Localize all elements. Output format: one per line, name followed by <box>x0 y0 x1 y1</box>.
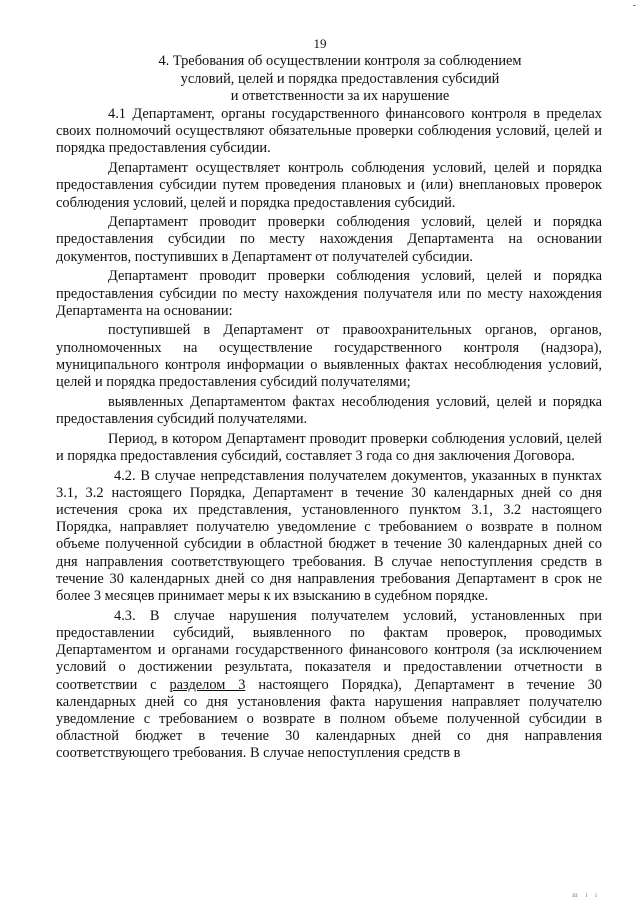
footer-mark: ш ı ı <box>562 891 600 899</box>
paragraph-basis-facts: выявленных Департаментом фактах несоблюдения условий, целей и порядка предоставления субсидий получателями. <box>56 393 602 427</box>
paragraph-onsite-check: Департамент проводит проверки соблюдения условий, целей и порядка предоставления субсидии по месту нахождения получателя или по месту нахождения Департамента на основании: <box>56 268 602 319</box>
paragraph-4-3-text-start: 4.3. В случае нарушения получателем условий, установленных при предоставлении субсидий, выявленного по фактам проверок, проводимых Департаментом и органами государственного финансового контроля (за исключением условий о достижении результата, показателя и предоставлении отчетности в соответствии с <box>56 607 602 693</box>
paragraph-4-3 <box>56 608 602 763</box>
paragraph-documentary-check: Департамент проводит проверки соблюдения условий, целей и порядка предоставления субсидии по месту нахождения Департамента на основании документов, поступивших в Департамент от получателей субсидии. <box>56 214 602 265</box>
heading-line-2: условий, целей и порядка предоставления субсидий <box>180 70 500 87</box>
heading-line-1: 4. Требования об осуществлении контроля за соблюдением <box>158 53 522 69</box>
paragraph-basis-information: поступившей в Департамент от правоохранительных органов, органов, уполномоченных на осуществление государственного контроля (надзора), муниципального контроля информации о выявленных фактах несоблюдения условий, целей и порядка предоставления субсидий получателями; <box>56 322 602 391</box>
paragraph-4-1: 4.1 Департамент, органы государственного финансового контроля в пределах своих полномочий осуществляют обязательные проверки соблюдения условий, целей и порядка предоставления субсидии. <box>56 106 602 157</box>
page-number: 19 <box>313 36 327 51</box>
document-body <box>56 106 602 765</box>
heading-line-3: и ответственности за их нарушение <box>230 88 450 104</box>
paragraph-4-2: 4.2. В случае непредставления получателем документов, указанных в пунктах 3.1, 3.2 настоящего Порядка, Департамент в течение 30 календарных дней со дня истечения срока их представления, установленного пунктом 3.1, 3.2 настоящего Порядка, направляет получателю уведомление с требованием о возврате в полном объеме полученной субсидии в областной бюджет в течение 30 календарных дней со дня направления соответствующего требования. В случае непоступления средств в течение 30 календарных дней со дня направления требования Департамент в срок не более 3 месяцев принимает меры к их взысканию в судебном порядке. <box>56 467 602 604</box>
corner-mark: - <box>632 0 636 11</box>
section-3-link[interactable]: разделом 3 <box>169 676 246 693</box>
paragraph-check-period: Период, в котором Департамент проводит проверки соблюдения условий, целей и порядка предоставления субсидий, составляет 3 года со дня заключения Договора. <box>56 430 602 464</box>
paragraph-4-3-text-end: настоящего Порядка), Департамент в течение 30 календарных дней со дня установления факта нарушения направляет получателю уведомление с требованием о возврате в полном объеме полученной субсидии в областной бюджет в течение 30 календарных дней со дня направления соответствующего требования. В случае непоступления средств в <box>56 676 602 762</box>
paragraph-control: Департамент осуществляет контроль соблюдения условий, целей и порядка предоставления субсидии путем проведения плановых и (или) внеплановых проверок соблюдения условий, целей и порядка предоставления субсидий. <box>56 160 602 211</box>
section-heading <box>70 53 610 106</box>
